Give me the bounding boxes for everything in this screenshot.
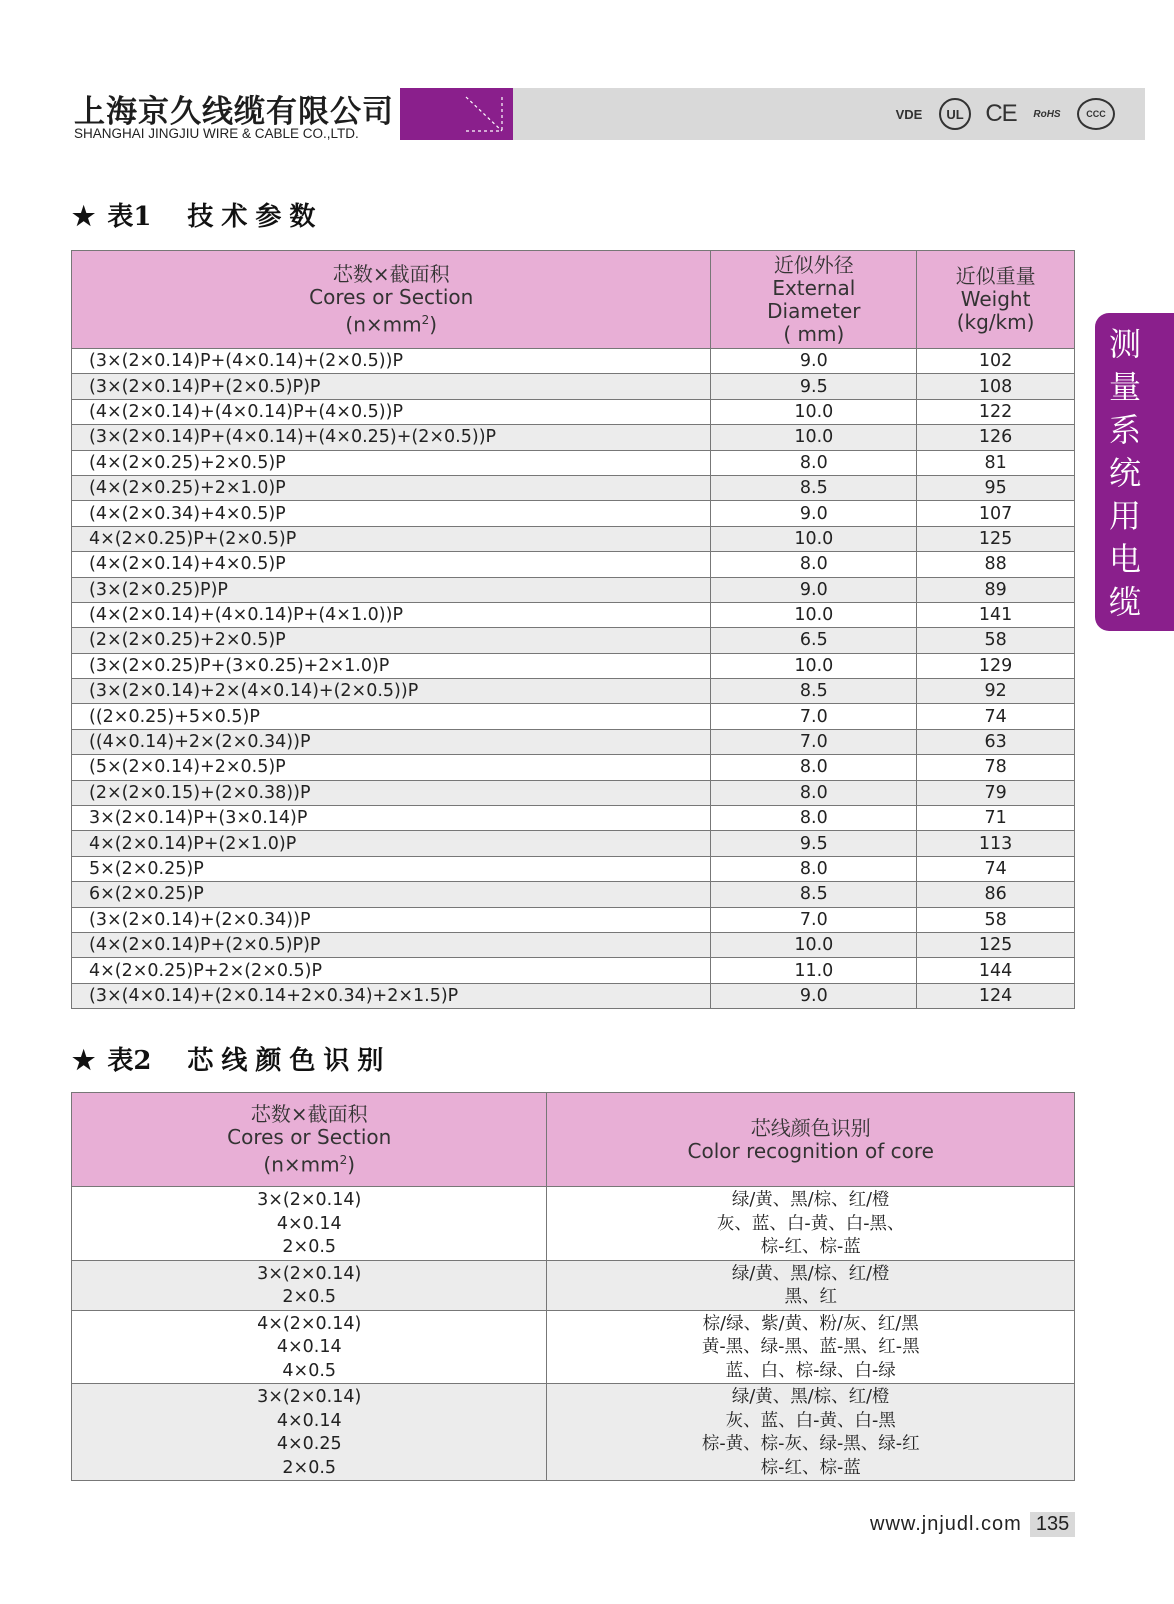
cell-diameter: 9.0 <box>711 501 917 526</box>
cell-weight: 74 <box>917 856 1075 881</box>
color-line: 黄-黑、绿-黑、蓝-黑、红-黑 <box>701 1337 920 1357</box>
cell-cores-section: (3×(2×0.25)P+(3×0.25)+2×1.0)P <box>72 653 711 678</box>
cell-diameter: 9.0 <box>711 349 917 374</box>
cell-cores-section: (4×(2×0.25)+2×1.0)P <box>72 475 711 500</box>
star-icon: ★ <box>72 202 96 232</box>
cell-cores-section: (4×(2×0.14)P+(2×0.5)P)P <box>72 932 711 957</box>
cell-color-recognition <box>547 1260 1075 1310</box>
header-cores-unit-sup: 2 <box>339 1152 348 1167</box>
table-row <box>72 425 1075 450</box>
color-line: 绿/黄、黑/棕、红/橙 <box>731 1387 890 1407</box>
cell-weight: 126 <box>917 425 1075 450</box>
cell-cores-section <box>72 1187 547 1261</box>
category-side-tab <box>1095 313 1174 631</box>
section-line: 4×0.5 <box>282 1360 337 1381</box>
header-cores-unit-base: (n×mm <box>345 312 422 337</box>
header-color-cn: 芯线颜色识别 <box>750 1115 871 1140</box>
section-line: 4×0.14 <box>276 1410 342 1431</box>
table-row <box>72 932 1075 957</box>
table-row <box>72 780 1075 805</box>
cell-diameter: 8.0 <box>711 806 917 831</box>
ce-logo-icon: CE <box>985 100 1017 127</box>
table-row <box>72 501 1075 526</box>
cell-cores-section: ((2×0.25)+5×0.5)P <box>72 704 711 729</box>
cell-diameter: 6.5 <box>711 628 917 653</box>
table-row <box>72 450 1075 475</box>
table-row <box>72 882 1075 907</box>
cell-cores-section: (2×(2×0.25)+2×0.5)P <box>72 628 711 653</box>
table-row <box>72 653 1075 678</box>
header-weight-unit: (kg/km) <box>956 310 1035 334</box>
page-header <box>70 86 1106 142</box>
cell-cores-section: 6×(2×0.25)P <box>72 882 711 907</box>
cell-color-recognition <box>547 1187 1075 1261</box>
cell-diameter: 9.0 <box>711 577 917 602</box>
cell-cores-section: (3×(2×0.14)P+(4×0.14)+(2×0.5))P <box>72 349 711 374</box>
page-footer <box>870 1511 1075 1537</box>
header-cores-unit-close: ) <box>347 1152 356 1177</box>
header-cores-unit <box>73 1149 545 1177</box>
cell-cores-section: (3×(2×0.14)P+(2×0.5)P)P <box>72 374 711 399</box>
ccc-logo-icon: CCC <box>1077 98 1115 130</box>
side-tab-char: 测 <box>1108 325 1141 363</box>
cell-cores-section: ((4×0.14)+2×(2×0.34))P <box>72 729 711 754</box>
cell-cores-section: (4×(2×0.25)+2×0.5)P <box>72 450 711 475</box>
table1-title: 技术参数 <box>187 202 324 232</box>
table-row <box>72 1384 1075 1481</box>
cell-diameter: 9.5 <box>711 831 917 856</box>
cell-cores-section: 3×(2×0.14)P+(3×0.14)P <box>72 806 711 831</box>
cell-weight: 63 <box>917 729 1075 754</box>
header-weight-en: Weight <box>960 287 1031 311</box>
cell-weight: 89 <box>917 577 1075 602</box>
table1-number: 表1 <box>107 202 152 232</box>
header-cores-unit <box>73 309 709 337</box>
section-line: 3×(2×0.14) <box>257 1387 362 1407</box>
cell-diameter: 8.5 <box>711 882 917 907</box>
arrow-corner-icon <box>400 88 513 140</box>
header-diameter-en2: Diameter <box>767 298 861 323</box>
company-name-cn: 上海京久线缆有限公司 <box>74 94 394 130</box>
header-cores-section <box>72 251 711 349</box>
side-tab-char: 用 <box>1108 497 1141 535</box>
rohs-logo-icon: RoHS <box>1033 108 1061 120</box>
core-color-table <box>71 1092 1075 1481</box>
table-row <box>72 628 1075 653</box>
header-grey-bar <box>513 88 1145 140</box>
cell-weight: 88 <box>917 552 1075 577</box>
cell-cores-section: 4×(2×0.14)P+(2×1.0)P <box>72 831 711 856</box>
table-row <box>72 856 1075 881</box>
cell-diameter: 8.0 <box>711 755 917 780</box>
cell-diameter: 8.0 <box>711 552 917 577</box>
section-line: 4×0.25 <box>276 1434 342 1454</box>
header-diameter-unit: ( mm) <box>783 321 845 346</box>
cell-diameter: 10.0 <box>711 399 917 424</box>
cell-weight: 125 <box>917 526 1075 551</box>
cell-cores-section: (4×(2×0.14)+(4×0.14)P+(4×0.5))P <box>72 399 711 424</box>
header-weight <box>917 251 1075 349</box>
header-cores-unit-close: ) <box>429 312 438 337</box>
cell-weight: 125 <box>917 932 1075 957</box>
ul-logo-icon: UL <box>939 98 971 130</box>
header-weight-cn: 近似重量 <box>955 264 1036 288</box>
table-row <box>72 729 1075 754</box>
header-color-recognition <box>547 1093 1075 1187</box>
header-diameter-en1: External <box>772 275 856 300</box>
cell-weight: 78 <box>917 755 1075 780</box>
cell-weight: 113 <box>917 831 1075 856</box>
cell-weight: 58 <box>917 628 1075 653</box>
section-line: 3×(2×0.14) <box>257 1263 362 1284</box>
cell-diameter: 8.0 <box>711 856 917 881</box>
side-tab-char: 缆 <box>1108 583 1141 621</box>
cell-diameter: 9.5 <box>711 374 917 399</box>
header-cores-cn: 芯数×截面积 <box>332 261 450 286</box>
side-tab-char: 统 <box>1108 454 1141 492</box>
cell-weight: 102 <box>917 349 1075 374</box>
cell-diameter: 8.0 <box>711 780 917 805</box>
side-tab-char: 量 <box>1108 368 1141 406</box>
cell-weight: 144 <box>917 958 1075 983</box>
header-cores-en: Cores or Section <box>227 1124 392 1149</box>
table-row <box>72 374 1075 399</box>
vde-logo-icon: VDE <box>895 106 923 122</box>
cell-diameter: 8.0 <box>711 450 917 475</box>
cell-diameter: 10.0 <box>711 602 917 627</box>
table-row <box>72 475 1075 500</box>
table2-number: 表2 <box>107 1046 152 1076</box>
section-line: 2×0.5 <box>282 1287 337 1307</box>
header-accent-block <box>400 88 513 140</box>
cell-diameter: 9.0 <box>711 983 917 1008</box>
table-row <box>72 704 1075 729</box>
cell-diameter: 7.0 <box>711 704 917 729</box>
cell-weight: 107 <box>917 501 1075 526</box>
table-row <box>72 1187 1075 1261</box>
cell-cores-section: (3×(2×0.25)P)P <box>72 577 711 602</box>
certification-logos <box>893 98 1115 130</box>
cell-diameter: 10.0 <box>711 653 917 678</box>
cell-weight: 95 <box>917 475 1075 500</box>
cell-cores-section: (4×(2×0.14)+4×0.5)P <box>72 552 711 577</box>
table-row <box>72 806 1075 831</box>
category-side-tab-label <box>1095 323 1155 624</box>
table2-title: 芯线颜色识别 <box>187 1046 392 1076</box>
cell-diameter: 10.0 <box>711 526 917 551</box>
cell-cores-section: 5×(2×0.25)P <box>72 856 711 881</box>
cell-weight: 58 <box>917 907 1075 932</box>
cell-weight: 81 <box>917 450 1075 475</box>
side-tab-char: 电 <box>1108 540 1141 578</box>
header-cores-unit-sup: 2 <box>421 312 430 327</box>
cell-weight: 108 <box>917 374 1075 399</box>
table-row <box>72 907 1075 932</box>
color-line: 灰、蓝、白-黄、白-黑 <box>725 1410 896 1431</box>
header-cores-unit-base: (n×mm <box>263 1152 340 1177</box>
cell-cores-section: (2×(2×0.15)+(2×0.38))P <box>72 780 711 805</box>
cell-weight: 141 <box>917 602 1075 627</box>
section-line: 4×0.14 <box>276 1337 342 1357</box>
color-line: 绿/黄、黑/棕、红/橙 <box>731 1263 890 1284</box>
cell-diameter: 10.0 <box>711 932 917 957</box>
color-line: 棕/绿、紫/黄、粉/灰、红/黑 <box>702 1313 919 1334</box>
color-line: 棕-红、棕-蓝 <box>760 1457 861 1478</box>
cell-cores-section: (3×(2×0.14)+2×(4×0.14)+(2×0.5))P <box>72 679 711 704</box>
cell-cores-section: (3×(2×0.14)+(2×0.34))P <box>72 907 711 932</box>
cell-cores-section: (5×(2×0.14)+2×0.5)P <box>72 755 711 780</box>
cell-weight: 129 <box>917 653 1075 678</box>
cell-cores-section: (4×(2×0.14)+(4×0.14)P+(4×1.0))P <box>72 602 711 627</box>
website-url: www.jnjudl.com <box>870 1512 1022 1535</box>
table-row <box>72 1310 1075 1384</box>
table1-heading <box>72 196 323 233</box>
technical-parameters-table <box>71 250 1075 1009</box>
table-row <box>72 602 1075 627</box>
cell-weight: 71 <box>917 806 1075 831</box>
table-row <box>72 679 1075 704</box>
table-row <box>72 577 1075 602</box>
cell-weight: 74 <box>917 704 1075 729</box>
cell-weight: 124 <box>917 983 1075 1008</box>
table-row <box>72 526 1075 551</box>
table-row <box>72 755 1075 780</box>
cell-cores-section <box>72 1310 547 1384</box>
section-line: 2×0.5 <box>282 1457 337 1478</box>
color-line: 棕-红、棕-蓝 <box>760 1237 861 1257</box>
color-line: 绿/黄、黑/棕、红/橙 <box>731 1190 890 1210</box>
table-row <box>72 831 1075 856</box>
header-cores-en: Cores or Section <box>309 284 474 309</box>
section-line: 3×(2×0.14) <box>257 1190 362 1210</box>
color-line: 棕-黄、棕-灰、绿-黑、绿-红 <box>701 1434 920 1454</box>
page-number: 135 <box>1030 1512 1075 1537</box>
header-diameter-cn: 近似外径 <box>773 252 854 277</box>
cell-cores-section: (3×(2×0.14)P+(4×0.14)+(4×0.25)+(2×0.5))P <box>72 425 711 450</box>
cell-weight: 86 <box>917 882 1075 907</box>
section-line: 4×0.14 <box>276 1213 342 1234</box>
cell-color-recognition <box>547 1310 1075 1384</box>
cell-diameter: 10.0 <box>711 425 917 450</box>
table2-heading <box>72 1040 391 1077</box>
cell-cores-section <box>72 1384 547 1481</box>
cell-cores-section: (3×(4×0.14)+(2×0.14+2×0.34)+2×1.5)P <box>72 983 711 1008</box>
company-name-en: SHANGHAI JINGJIU WIRE & CABLE CO.,LTD. <box>74 126 359 141</box>
table-row <box>72 552 1075 577</box>
side-tab-char: 系 <box>1108 411 1141 449</box>
header-cores-cn: 芯数×截面积 <box>250 1101 368 1126</box>
cell-diameter: 11.0 <box>711 958 917 983</box>
header-color-en: Color recognition of core <box>687 1138 934 1163</box>
color-line: 黑、红 <box>784 1287 837 1307</box>
header-cores-section <box>72 1093 547 1187</box>
cell-diameter: 7.0 <box>711 907 917 932</box>
table-row <box>72 1260 1075 1310</box>
color-line: 灰、蓝、白-黄、白-黑、 <box>716 1213 905 1234</box>
section-line: 4×(2×0.14) <box>257 1313 362 1334</box>
table-row <box>72 958 1075 983</box>
section-line: 2×0.5 <box>282 1237 337 1257</box>
cell-weight: 79 <box>917 780 1075 805</box>
cell-diameter: 8.5 <box>711 475 917 500</box>
cell-weight: 122 <box>917 399 1075 424</box>
cell-cores-section <box>72 1260 547 1310</box>
header-external-diameter <box>711 251 917 349</box>
table-row <box>72 349 1075 374</box>
cell-color-recognition <box>547 1384 1075 1481</box>
table-row <box>72 983 1075 1008</box>
cell-diameter: 7.0 <box>711 729 917 754</box>
cell-cores-section: 4×(2×0.25)P+(2×0.5)P <box>72 526 711 551</box>
cell-weight: 92 <box>917 679 1075 704</box>
cell-cores-section: 4×(2×0.25)P+2×(2×0.5)P <box>72 958 711 983</box>
table-row <box>72 399 1075 424</box>
star-icon: ★ <box>72 1046 96 1076</box>
cell-diameter: 8.5 <box>711 679 917 704</box>
cell-cores-section: (4×(2×0.34)+4×0.5)P <box>72 501 711 526</box>
color-line: 蓝、白、棕-绿、白-绿 <box>725 1360 896 1381</box>
